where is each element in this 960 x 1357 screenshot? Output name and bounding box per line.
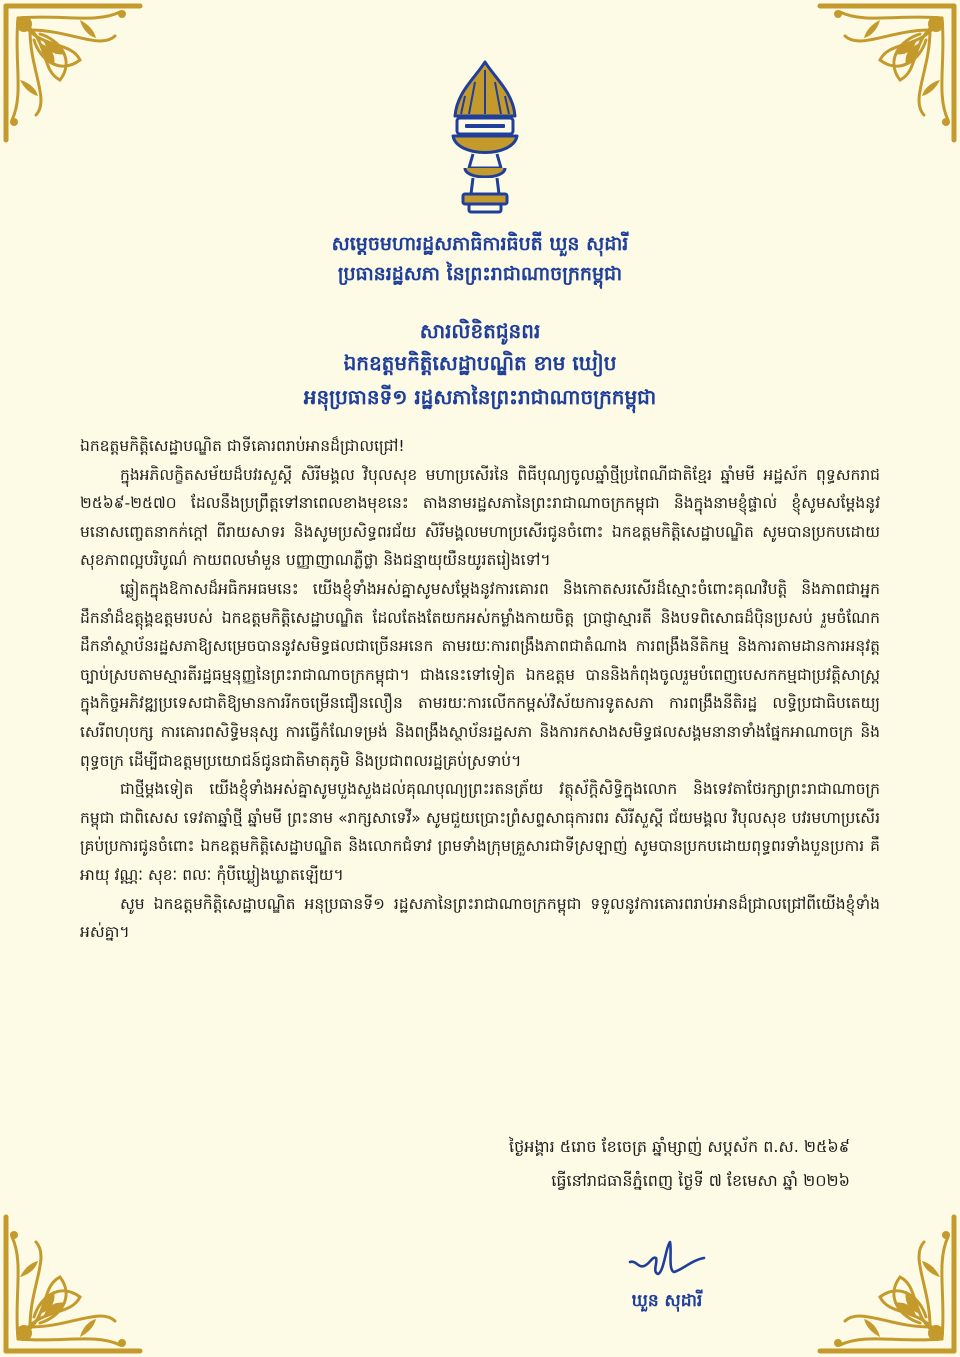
lunar-date: ថ្ងៃអង្គារ ៥រោច ខែចេត្រ ឆ្នាំម្សាញ់ សប្តស័ក ព.ស. ២៥៦៩ [509,1137,850,1156]
corner-ornament-top-right [810,0,960,150]
sender-name: សម្ដេចមហារដ្ឋសភាធិការធិបតី ឃួន សុដារី [331,233,629,255]
signature-icon [622,1232,712,1282]
paragraph-1: ក្នុងអភិលក្ខិតសម័យដ៏បវរសួស្តី សិរីមង្គល វិបុលសុខ មហាប្រសើរនៃ ពិធីបុណ្យចូលឆ្នាំថ្មីប្រពៃណីជាតិខ្មែរ ឆ្នាំមមី អដ្ឋស័ក ពុទ្ធសករាជ ២៥៦៩-២៥៧០ ដែលនឹងប្រព្រឹត្តទៅនាពេលខាងមុខនេះ តាងនាមរដ្ឋសភានៃព្រះរាជាណាចក្រកម្ពុជា និងក្នុងនាមខ្ញុំផ្ទាល់ ខ្ញុំសូមសម្តែងនូវមនោសញ្ចេតនាកក់ក្ដៅ ពីរាយសាទរ និងសូមប្រសិទ្ធពរជ័យ សិរីមង្គលមហាប្រសើរជូនចំពោះ ឯកឧត្តមកិត្តិសេដ្ឋាបណ្ឌិត សូមបានប្រកបដោយសុខភាពល្អបរិបូណ៌ កាយពលមាំមួន បញ្ញាញាណភ្លឺថ្លា និងជន្មាយុយឺនយូរតរៀងទៅ។ [80,465,880,570]
paragraph-4: សូម ឯកឧត្តមកិត្តិសេដ្ឋាបណ្ឌិត អនុប្រធានទី១ រដ្ឋសភានៃព្រះរាជាណាចក្រកម្ពុជា ទទួលនូវការគោរពរាប់អានដ៏ជ្រាលជ្រៅពីយើងខ្ញុំទាំងអស់គ្នា។ [80,894,880,942]
solar-date-place: ធ្វើនៅរាជធានីភ្នំពេញ ថ្ងៃទី ៧ ខែមេសា ឆ្នាំ ២០២៦ [551,1171,850,1190]
paragraph-3: ជាថ្មីម្តងទៀត យើងខ្ញុំទាំងអស់គ្នាសូមបួងសួងដល់គុណបុណ្យព្រះរតនត្រ័យ វត្ថុស័ក្តិសិទ្ធិក្នុងលោក និងទេវតាថែរក្សាព្រះរាជាណាចក្រកម្ពុជា ជាពិសេស ទេវតាឆ្នាំថ្មី ឆ្នាំមមី ព្រះនាម «រាក្សសាទេវី» សូមជួយប្រោះព្រំសព្ទសាធុការពរ សិរីសួស្តី ជ័យមង្គល វិបុលសុខ បវរមហាប្រសើរ គ្រប់ប្រការជូនចំពោះ ឯកឧត្តមកិត្តិសេដ្ឋាបណ្ឌិត និងលោកជំទាវ ព្រមទាំងក្រុមគ្រួសារជាទីស្រឡាញ់ សូមបានប្រកបដោយពុទ្ធពរទាំងបួនប្រការ គឺ អាយុ វណ្ណៈ សុខៈ ពលៈ កុំបីឃ្លៀងឃ្លាតឡើយ។ [80,780,880,884]
national-assembly-emblem-icon [435,58,535,218]
sender-title: ប្រធានរដ្ឋសភា នៃព្រះរាជាណាចក្រកម្ពុជា [337,263,623,285]
recipient-title: អនុប្រធានទី១ រដ្ឋសភានៃព្រះរាជាណាចក្រកម្ពុជា [303,385,657,409]
letter-body [80,432,880,947]
paragraph-2: ឆ្លៀតក្នុងឱកាសដ៏អធិកអធមនេះ យើងខ្ញុំទាំងអស់គ្នាសូមសម្ដែងនូវការគោរព និងកោតសរសើរដ៏ស្មោះចំពោះគុណវិបត្តិ និងភាពជាអ្នកដឹកនាំដ៏ឧត្តុង្គឧត្តមរបស់ ឯកឧត្តមកិត្តិសេដ្ឋាបណ្ឌិត ដែលតែងតែយកអស់កម្លាំងកាយចិត្ត ប្រាជ្ញាស្មារតី និងបទពិសោធដ៏ប៉ិនប្រសប់ រួមចំណែកដឹកនាំស្ថាប័នរដ្ឋសភាឱ្យសម្រេចបាននូវសមិទ្ធផលជាច្រើនអនេក តាមរយៈការពង្រឹងភាពជាតំណាង ការពង្រឹងនីតិកម្ម និងការតាមដានការអនុវត្តច្បាប់ស្របតាមស្មារតីរដ្ឋធម្មនុញ្ញនៃព្រះរាជាណាចក្រកម្ពុជា។ ជាងនេះទៅទៀត ឯកឧត្តម បាននិងកំពុងចូលរួមបំពេញបេសកកម្មជាប្រវត្តិសាស្រ្ត ក្នុងកិច្ចអភិវឌ្ឍប្រទេសជាតិឱ្យមានការរីកចម្រើនជឿនលឿន តាមរយៈការលើកកម្ពស់វិស័យការទូតសភា ការពង្រឹងនីតិរដ្ឋ លទ្ធិប្រជាធិបតេយ្យសេរីពហុបក្ស ការគោរពសិទ្ធិមនុស្ស ការធ្វើកំណែទម្រង់ និងពង្រឹងស្ថាប័នរដ្ឋសភា និងការកសាងសមិទ្ធផលសង្គមនានាទាំងផ្នែកអាណាចក្រ និងពុទ្ធចក្រ ដើម្បីជាឧត្តមប្រយោជន៍ជូនជាតិមាតុភូមិ និងប្រជាពលរដ្ឋគ្រប់ស្រទាប់។ [80,579,880,770]
recipient-name: ឯកឧត្ដមកិត្តិសេដ្ឋាបណ្ឌិត ខាម ឃៀប [343,351,617,375]
corner-ornament-top-left [0,0,150,150]
corner-ornament-bottom-right [810,1207,960,1357]
signer-name: ឃួន សុដារី [631,1291,703,1311]
greeting: ឯកឧត្តមកិត្តិសេដ្ឋាបណ្ឌិត ជាទីគោរពរាប់អានដ៏ជ្រាលជ្រៅ! [80,437,405,455]
message-type-heading: សារលិខិតជូនពរ [419,319,541,343]
corner-ornament-bottom-left [0,1207,150,1357]
